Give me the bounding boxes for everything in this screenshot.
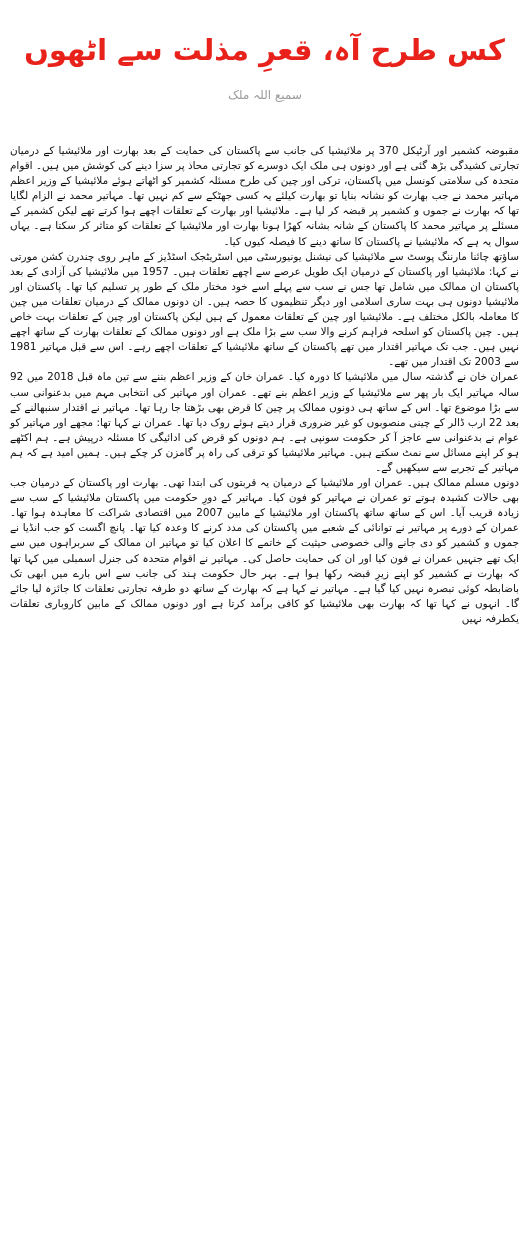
article-paragraph: ساؤتھ چائنا مارننگ پوسٹ سے ملائیشیا کی نیشنل یونیورسٹی میں اسٹریٹجک اسٹڈیز کے ماہر روی چندرن کشن مورتی نے کہا: ملائیشیا اور پاکستان کے درمیان ایک طویل عرصے سے اچھے تعلقات ہیں۔ 1957 میں ملائیشیا کی آزادی کے بعد پاکستان ان ممالک میں شامل تھا جس نے سب سے پہلے اسے خود مختار ملک کے طور پر تسلیم کیا تھا۔ پاکستان اور ملائیشیا دونوں ہی بہت ساری اسلامی اور دیگر تنظیموں کا حصہ ہیں۔ ان دونوں ممالک کے درمیان تعلقات میں چین کا معاملہ بالکل مختلف ہے۔ ملائیشیا اور چین کے تعلقات معمول کے ہیں لیکن پاکستان اور چین کے تعلقات بہت خاص ہیں۔ چین پاکستان کو اسلحہ فراہم کرنے والا سب سے بڑا ملک ہے اور دونوں ممالک کے تعلقات بھارت کے ساتھ اچھے نہیں ہیں۔ جب تک مہاتیر اقتدار میں تھے پاکستان کے ساتھ ملائیشیا کے تعلقات اچھے رہے۔ اس سے قبل مہاتیر 1981 سے 2003 تک اقتدار میں تھے۔ [10,250,519,369]
author-byline: سمیع اللہ ملک [228,88,302,102]
article-paragraph: عمران خان نے گذشتہ سال میں ملائیشیا کا دورہ کیا۔ عمران خان کے وزیر اعظم بننے سے تین ماہ قبل 2018 میں 92 سالہ مہاتیر ایک بار پھر سے ملائیشیا کے وزیر اعظم بنے تھے۔ عمران اور مہاتیر کی انتخابی مہم میں بدعنوانی سب سے بڑا موضوع تھا۔ اس کے ساتھ ہی دونوں ممالک پر چین کا قرض بھی بڑھتا جا رہا تھا۔ مہاتیر نے اقتدار سنبھالنے کے بعد 22 ارب ڈالر کے چینی منصوبوں کو غیر ضروری قرار دیتے ہوئے روک دیا تھا۔ عمران نے کہا تھا: مجھے اور مہاتیر کو عوام نے بدعنوانی سے عاجز آ کر حکومت سونپی ہے۔ ہم دونوں کو قرض کی ادائیگی کا مسئلہ درپیش ہے۔ ہم اکٹھے ہو کر اپنے مسائل سے نمٹ سکتے ہیں۔ مہاتیر ملائیشیا کو ترقی کی راہ پر گامزن کر چکے ہیں۔ ہمیں امید ہے کہ ہم مہاتیر کے تجربے سے سیکھیں گے۔ [10,371,519,474]
article-paragraph: دونوں مسلم ممالک ہیں۔ عمران اور ملائیشیا کے درمیان یہ قربتوں کی ابتدا تھی۔ بھارت اور پاکستان کے درمیان جب بھی حالات کشیدہ ہوتے تو عمران نے مہاتیر کو فون کیا۔ مہاتیر کے دورِ حکومت میں پاکستان ملائیشیا کے سب سے زیادہ قریب آیا۔ اس کے ساتھ ساتھ پاکستان اور ملائیشیا کے مابین 2007 میں اقتصادی شراکت کا معاہدہ ہوا تھا۔ عمران کے دورے پر مہاتیر نے توانائی کے شعبے میں پاکستان کی مدد کرنے کا وعدہ کیا تھا۔ پانچ اگست کو جب انڈیا نے جموں و کشمیر کو دی جانے والی خصوصی حیثیت کے خاتمے کا اعلان کیا تو مہاتیر ان ممالک کے سربراہوں میں سے ایک تھے جنہیں عمران نے فون کیا اور ان کی حمایت حاصل کی۔ مہاتیر نے اقوام متحدہ کی جنرل اسمبلی میں کہا تھا کہ بھارت نے کشمیر کو اپنے زیرِ قبضہ رکھا ہوا ہے۔ بہر حال حکومت ہند کی جانب سے اس بارے میں ابھی تک باضابطہ کوئی تبصرہ نہیں کیا گیا ہے۔ مہاتیر نے کہا ہے کہ بھارت کے ساتھ دو طرفہ تجارتی تعلقات کا جائزہ لیا جائے گا۔ انہوں نے کہا تھا کہ بھارت بھی ملائیشیا کو کافی برآمد کرتا ہے اور دونوں ممالک کے مابین کاروباری تعلقات یکطرفہ نہیں [10,477,519,625]
article-paragraph: مقبوضہ کشمیر اور آرٹیکل 370 پر ملائیشیا کی جانب سے پاکستان کی حمایت کے بعد بھارت اور ملائیشیا کے درمیان تجارتی کشیدگی بڑھ گئی ہے اور دونوں ہی ملک ایک دوسرے کو تجارتی محاذ پر سزا دینے کی کوشش میں ہیں۔ اقوام متحدہ کی سلامتی کونسل میں پاکستان، ترکی اور چین کی طرح مسئلہ کشمیر کو اٹھاتے ہوئے ملائیشیا کے وزیر اعظم مہاتیر محمد نے جب بھارت کو نشانہ بنایا تو بھارت کیلئے یہ کسی جھٹکے سے کم نہیں تھا۔ مہاتیر محمد نے الزام لگایا تھا کہ بھارت نے جموں و کشمیر پر قبضہ کر لیا ہے۔ ملائیشیا اور بھارت کے تعلقات اچھے ہوا کرتے تھے لیکن کشمیر کے مسئلے پر مہاتیر محمد کا پاکستان کے شانہ بشانہ کھڑا ہونا بھارت اور ملائیشیا کے تعلقات کو متاثر کر سکتا ہے۔ یہاں سوال یہ ہے کہ ملائیشیا نے پاکستان کا ساتھ دینے کا فیصلہ کیوں کیا۔ [10,145,519,248]
article-headline: کس طرح آہ، قعرِ مذلت سے اٹھوں [24,33,505,67]
article-body [10,144,519,627]
